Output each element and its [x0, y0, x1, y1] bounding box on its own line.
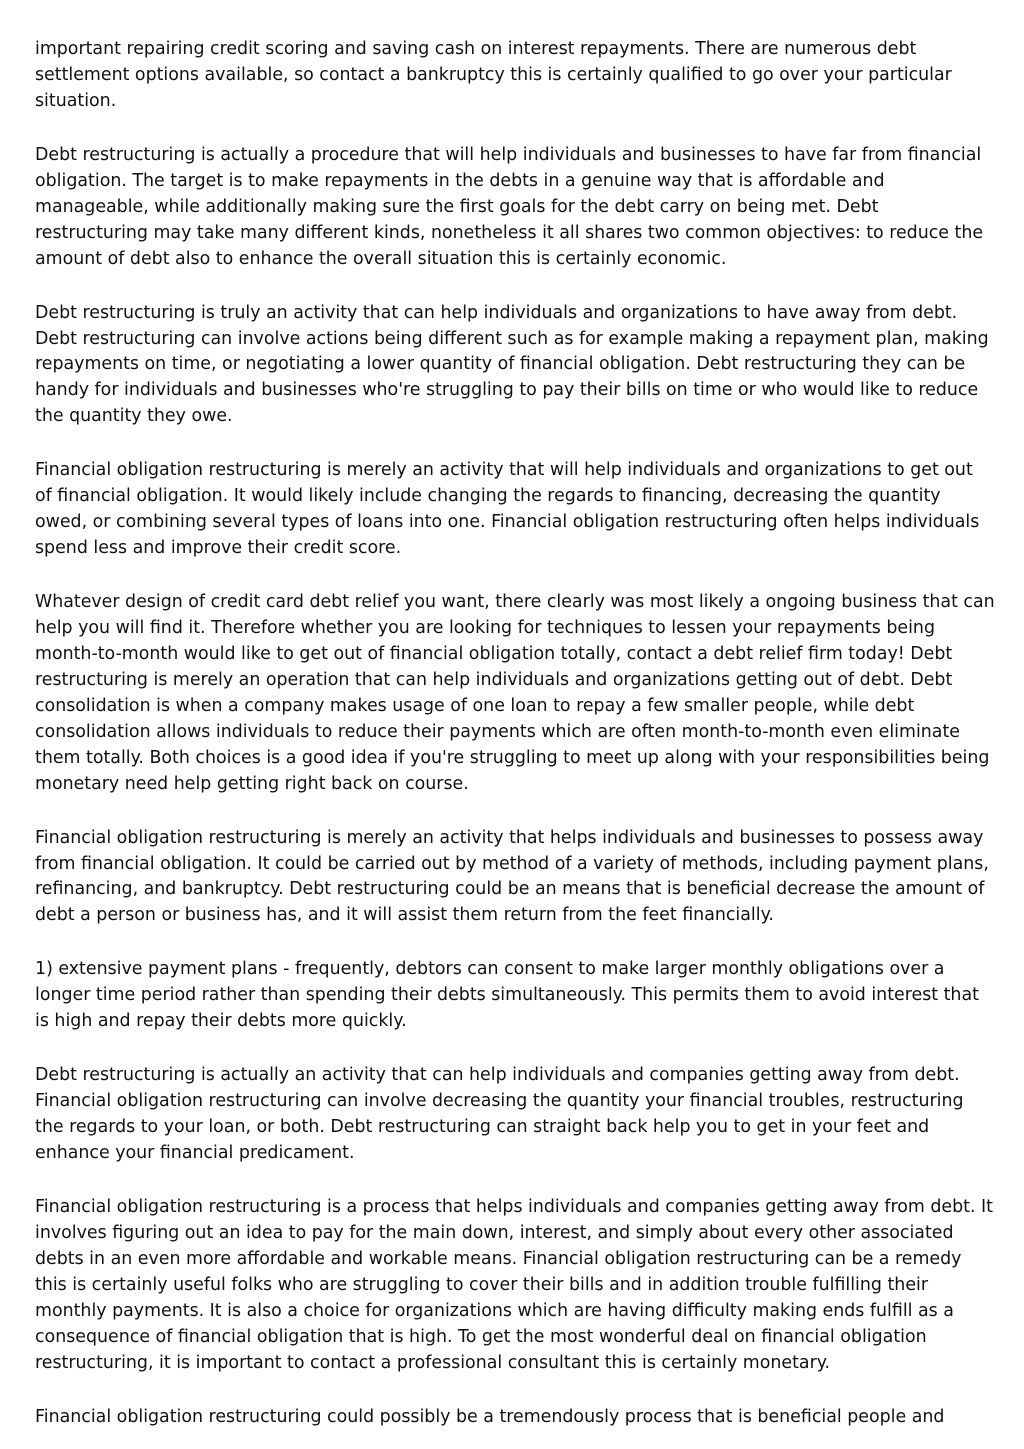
paragraph-6: Financial obligation restructuring is merely an activity that helps individuals and businesses to possess away from financial obligation. It could be carried out by method of a variety of methods, including payment plans, refinancing, and bankruptcy. Debt restructuring could be an means that is beneficial decrease the amount of debt a person or business has, and it will assist them return from the feet financially. [35, 827, 989, 926]
document-body [35, 37, 995, 1431]
paragraph-1: important repairing credit scoring and saving cash on interest repayments. There are numerous debt settlement options available, so contact a bankruptcy this is certainly qualified to go over your particular situation. [35, 39, 952, 111]
paragraph-5: Whatever design of credit card debt relief you want, there clearly was most likely a ongoing business that can help you will find it. Therefore whether you are looking for techniques to lessen your repayments being month-to-month would like to get out of financial obligation totally, contact a debt relief firm today! Debt restructuring is merely an operation that can help individuals and organizations getting out of debt. Debt consolidation is when a company makes usage of one loan to repay a few smaller people, while debt consolidation allows individuals to reduce their payments which are often month-to-month even eliminate them totally. Both choices is a good idea if you're struggling to meet up along with your responsibilities being monetary need help getting right back on course. [35, 592, 995, 794]
paragraph-7: 1) extensive payment plans - frequently, debtors can consent to make larger monthly obligations over a longer time period rather than spending their debts simultaneously. This permits them to avoid interest that is high and repay their debts more quickly. [35, 959, 979, 1032]
paragraph-4: Financial obligation restructuring is merely an activity that will help individuals and organizations to get out of financial obligation. It would likely include changing the regards to financing, decreasing the quantity owed, or combining several types of loans into one. Financial obligation restructuring often helps individuals spend less and improve their credit score. [35, 460, 980, 559]
paragraph-9: Financial obligation restructuring is a process that helps individuals and companies getting away from debt. It involves figuring out an idea to pay for the main down, interest, and simply about every other associated debts in an even more affordable and workable means. Financial obligation restructuring can be a remedy this is certainly useful folks who are struggling to cover their bills and in addition trouble fulfilling their monthly payments. It is also a choice for organizations which are having difficulty making ends fulfill as a consequence of financial obligation that is high. To get the most wonderful deal on financial obligation restructuring, it is important to contact a professional consultant this is certainly monetary. [35, 1197, 993, 1373]
paragraph-2: Debt restructuring is actually a procedure that will help individuals and businesses to have far from financial obligation. The target is to make repayments in the debts in a genuine way that is affordable and manageable, while additionally making sure the first goals for the debt carry on being met. Debt restructuring may take many different kinds, nonetheless it all shares two common objectives: to reduce the amount of debt also to enhance the overall situation this is certainly economic. [35, 144, 984, 269]
paragraph-10: Financial obligation restructuring could possibly be a tremendously process that is beneficial people and [35, 1406, 945, 1427]
paragraph-8: Debt restructuring is actually an activity that can help individuals and companies getting away from debt. Financial obligation restructuring can involve decreasing the quantity your financial troubles, restructuring the regards to your loan, or both. Debt restructuring can straight back help you to get in your feet and enhance your financial predicament. [35, 1065, 964, 1164]
paragraph-3: Debt restructuring is truly an activity that can help individuals and organizations to have away from debt. Debt restructuring can involve actions being different such as for example making a repayment plan, making repayments on time, or negotiating a lower quantity of financial obligation. Debt restructuring they can be handy for individuals and businesses who're struggling to pay their bills on time or who would like to reduce the quantity they owe. [35, 302, 989, 427]
